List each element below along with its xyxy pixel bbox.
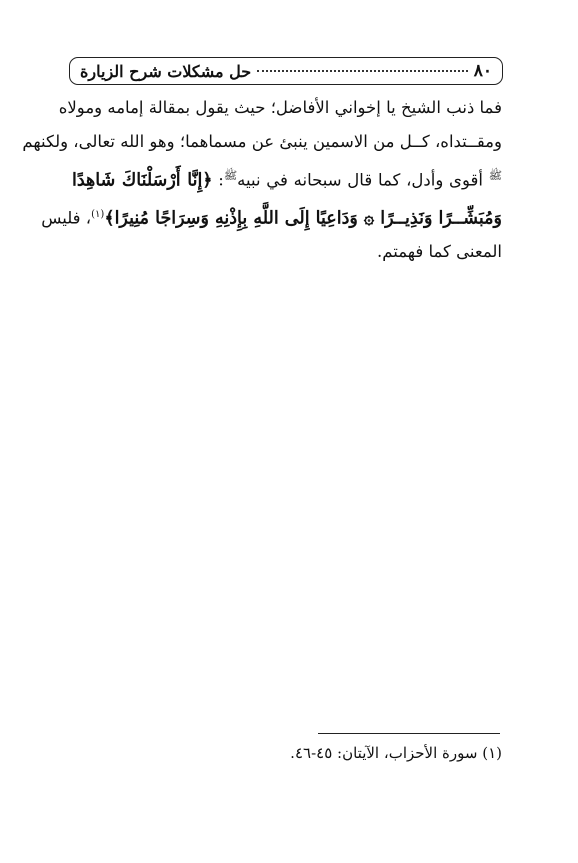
salawat-symbol: ﷺ <box>488 169 502 182</box>
page-header <box>69 57 503 85</box>
text-line-2: ومقــتداه، كــل من الاسمين ينبئ عن مسماهما؛ وهو الله تعالى، ولكنهم <box>22 132 502 151</box>
quran-verse-end: وَمُبَشِّــرًا وَنَذِيــرًا ۞ وَدَاعِيًا إِلَى اللَّهِ بِإِذْنِهِ وَسِرَاجًا مُنِيرًا﴾ <box>104 208 502 228</box>
salawat-symbol: ﷺ <box>223 169 238 182</box>
line-3-text: أقوى وأدل، كما قال سبحانه في نبيه <box>237 170 489 190</box>
running-title: حل مشكلات شرح الزيارة <box>80 61 252 81</box>
line-4-text: ، فليس <box>41 208 92 227</box>
text-line-5: المعنى كما فهمتم. <box>377 242 502 261</box>
footnote: (١) سورة الأحزاب، الآيتان: ٤٥-٤٦. <box>290 744 502 762</box>
footnote-reference[interactable]: (١) <box>91 208 105 220</box>
header-dots-leader <box>257 70 468 72</box>
main-text <box>22 91 502 269</box>
text-line-4 <box>41 198 502 236</box>
page-number: ٨٠ <box>473 61 492 81</box>
colon: : <box>212 170 224 190</box>
text-line-3 <box>72 159 502 198</box>
quran-verse-start: ﴿إِنَّا أَرْسَلْنَاكَ شَاهِدًا <box>72 170 213 191</box>
footnote-separator <box>318 733 500 734</box>
text-line-1: فما ذنب الشيخ يا إخواني الأفاضل؛ حيث يقول بمقالة إمامه ومولاه <box>58 98 502 117</box>
